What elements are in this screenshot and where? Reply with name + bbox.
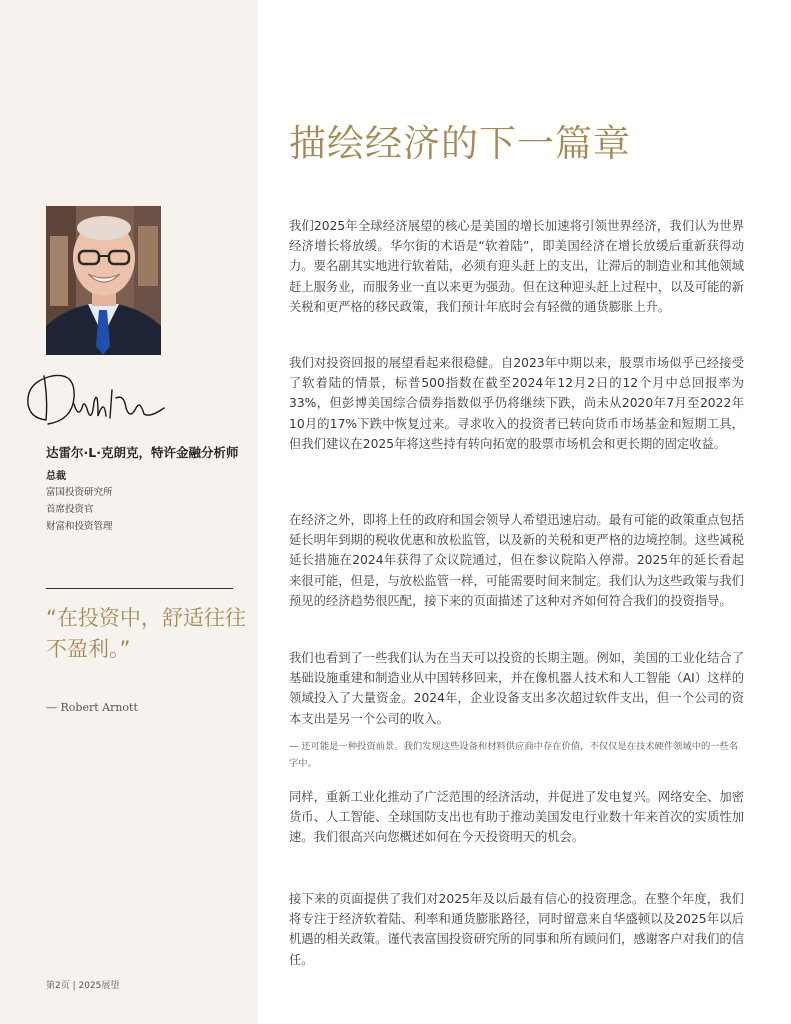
author-name: 达雷尔·L·克朗克，特许金融分析师	[46, 445, 239, 460]
paragraph-1: 我们2025年全球经济展望的核心是美国的增长加速将引领世界经济，我们认为世界经济增长将放缓。华尔街的术语是“软着陆”，即美国经济在增长放缓后重新获得动力。要名副其实地进行软着陆，必须有迎头赶上的支出，让滞后的制造业和其他领域赶上服务业，而服务业一直以来更为强劲。但在这种迎头赶上过程中，以及可能的新关税和更严格的移民政策，我们预计年底时会有轻微的通货膨胀上升。	[289, 219, 744, 314]
quote-divider	[46, 588, 233, 589]
paragraph-2: 我们对投资回报的展望看起来很稳健。自2023年中期以来，股票市场似乎已经接受了软着陆的情景，标普500指数在截至2024年12月2日的12个月中总回报率为33%，但彭博美国综合债券指数似乎仍将继续下跌，尚未从2020年7月至2022年10月的17%下跌中恢复过来。寻求收入的投资者已转向货币市场基金和短期工具，但我们建议在2025年将这些持有转向拓宽的股票市场机会和更长期的固定收益。	[289, 356, 744, 451]
pull-quote: “在投资中，舒适往往不盈利。”	[46, 606, 246, 661]
footnote: — 还可能是一种投资前景。我们发现这些设备和材料供应商中存在价值，不仅仅是在技术硬件领域中的一些名字中。	[289, 741, 739, 769]
sidebar-panel	[0, 0, 258, 1024]
paragraph-4: 我们也看到了一些我们认为在当天可以投资的长期主题。例如，美国的工业化结合了基础设施重建和制造业从中国转移回来，并在像机器人技术和人工智能（AI）这样的领域投入了大量资金。2024年，企业设备支出多次超过软件支出，但一个公司的资本支出是另一个公司的收入。	[289, 651, 744, 726]
quote-attribution: — Robert Arnott	[46, 701, 138, 714]
author-affiliation: 富国投资研究所	[46, 487, 113, 498]
page-footer: 第2页 | 2025展望	[46, 981, 120, 991]
paragraph-3: 在经济之外，即将上任的政府和国会领导人希望迅速启动。最有可能的政策重点包括延长明年到期的税收优惠和放松监管，以及新的关税和更严格的边境控制。这些减税延长措施在2024年获得了众议院通过，但在参议院陷入停滞。2025年的延长看起来很可能，但是，与放松监管一样，可能需要时间来制定。我们认为这些政策与我们预见的经济趋势很匹配，接下来的页面描述了这种对齐如何符合我们的投资指导。	[289, 513, 744, 608]
author-role: 总裁	[46, 471, 66, 482]
paragraph-5: 同样，重新工业化推动了广泛范围的经济活动，并促进了发电复兴。网络安全、加密货币、人工智能、全球国防支出也有助于推动美国发电行业数十年来首次的实质性加速。我们很高兴向您概述如何在今天投资明天的机会。	[289, 790, 744, 845]
author-division: 财富和投资管理	[46, 521, 113, 532]
author-position: 首席投资官	[46, 504, 94, 515]
author-signature	[26, 368, 171, 434]
author-portrait	[46, 206, 161, 355]
page-title: 描绘经济的下一篇章	[289, 122, 631, 165]
paragraph-6: 接下来的页面提供了我们对2025年及以后最有信心的投资理念。在整个年度，我们将专注于经济软着陆、利率和通货膨胀路径，同时留意来自华盛顿以及2025年以后机遇的相关政策。谨代表富国投资研究所的同事和所有顾问们，感谢客户对我们的信任。	[289, 892, 744, 967]
